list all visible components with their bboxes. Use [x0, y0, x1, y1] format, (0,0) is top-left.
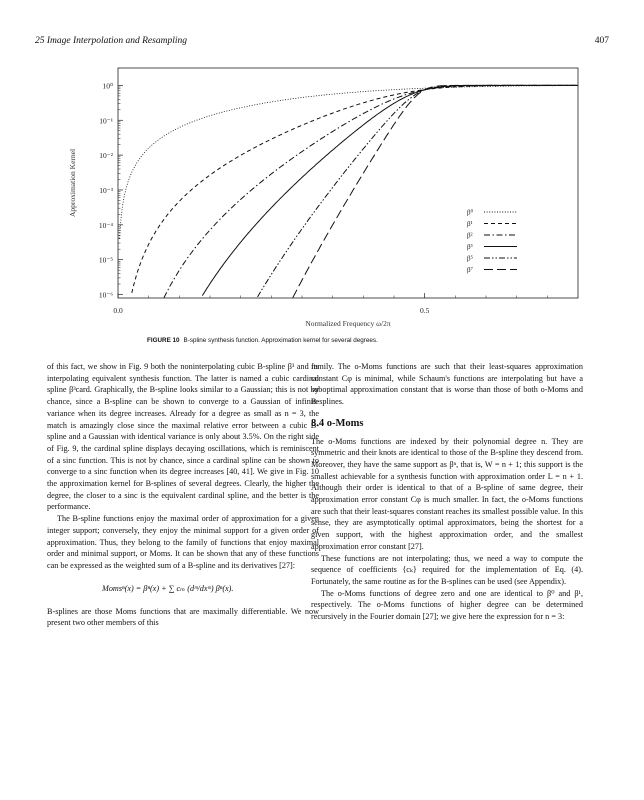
y-tick-label: 10⁻⁴ [98, 220, 113, 230]
x-tick-label: 0.0 [113, 306, 123, 315]
y-tick-label: 10⁻⁵ [98, 255, 113, 265]
legend-label: β³ [467, 243, 473, 251]
y-axis-ticks [99, 81, 123, 299]
approximation-kernel-chart [0, 0, 644, 335]
left-column [47, 361, 319, 629]
x-axis-ticks [113, 293, 547, 315]
x-axis-label: Normalized Frequency ω/2π [305, 319, 391, 328]
paragraph: B-splines are those Moms functions that are maximally differentiable. We now present two other members of this [47, 606, 319, 628]
series-line-7 [293, 85, 578, 297]
paragraph: The o-Moms functions are indexed by their polynomial degree n. They are symmetric and their knots are identical to those of the B-spline they descend from. Moreover, they have the same support as βⁿ, that is, W = n + 1; this support is the smallest achievable for a synthesis function with approximation order L = n + 1. Although their order is identical to that of a B-spline of same degree, their approximation error constant Cφ is much smaller. In fact, the o-Moms functions are such that their least-squares constant reaches its smallest possible value. In this sense, they are asymptotically optimal approximators, being the shortest for a given support, with the highest approximation order, and the smallest approximation error constant [27]. [311, 436, 583, 551]
section-heading: 8.4 o-Moms [311, 417, 364, 429]
y-tick-label: 10⁻² [99, 151, 113, 161]
right-column [311, 361, 583, 623]
legend-label: β² [467, 231, 473, 240]
paragraph: family. The o-Moms functions are such that their least-squares approximation constant Cφ is minimal, while Schaum's functions are interpolating but have a suboptimal approximation constant that is worse than those of both o-Moms and B-splines. [311, 362, 583, 407]
paragraph: The o-Moms functions of degree zero and one are identical to β⁰ and β¹, respectively. The o-Moms functions of higher degree can be determined recursively in the Fourier domain [27]; we give here the expression for n = 3: [311, 588, 583, 622]
figure-caption [147, 337, 547, 344]
running-head: 25 Image Interpolation and Resampling [35, 36, 187, 46]
paragraph: The B-spline functions enjoy the maximal order of approximation for a given integer support; conversely, they enjoy the minimal support for a given order of approximation. Thus, they belong to the family of functions that enjoy maximal order and minimal support, or Moms. It can be shown that any of these functions can be expressed as the weighted sum of a B-spline and its derivatives [27]: [47, 514, 319, 570]
paragraph: These functions are not interpolating; thus, we need a way to compute the sequence of coefficients {cₖ} required for the implementation of Eq. (4). Fortunately, the same routine as for the B-splines can be used (see Appendix). [311, 553, 583, 586]
equation: Momsⁿ(x) = βⁿ(x) + ∑ cₘ (dᵐ/dxᵐ) βⁿ(x). [102, 583, 234, 593]
figure-caption-text: B-spline synthesis function. Approximation kernel for several degrees. [183, 337, 378, 344]
legend [462, 204, 522, 277]
x-tick-label: 0.5 [419, 306, 430, 315]
y-tick-label: 10⁻¹ [99, 116, 113, 126]
legend-label: β⁰ [467, 208, 474, 217]
y-tick-label: 10⁻³ [99, 185, 113, 195]
legend-label: β¹ [467, 220, 473, 228]
legend-label: β⁷ [467, 266, 474, 274]
page-number: 407 [594, 36, 609, 46]
figure-label: FIGURE 10 [147, 337, 180, 344]
y-tick-label: 10⁰ [102, 81, 113, 91]
paragraph: of this fact, we show in Fig. 9 both the noninterpolating cubic B-spline β³ and its interpolating equivalent synthesis function. The latter is named a cubic cardinal spline β³card. Graphically, the B-spline looks similar to a Gaussian; this is not by chance, since a B-spline can be shown to converge to a Gaussian of infinite variance when its degree increases. Already for a degree as small as n = 3, the match is amazingly close since the maximal relative error between a cubic B-spline and a Gaussian with identical variance is only about 3.5%. On the right side of Fig. 9, the cardinal spline displays decaying oscillations, which is reminiscent of a sinc function. This is not by chance, since a cardinal spline can be shown to converge to a sinc function when its degree increases [40, 41]. We give in Fig. 10 the approximation kernel for B-splines of several degrees. Clearly, the higher the degree, the closer to a sinc is the equivalent cardinal spline, and the better is the performance. [47, 362, 319, 512]
legend-label: β⁵ [467, 254, 474, 263]
series-line-5 [258, 85, 579, 297]
y-axis-label: Approximation Kernel [68, 148, 77, 218]
y-tick-label: 10⁻⁶ [98, 290, 113, 300]
